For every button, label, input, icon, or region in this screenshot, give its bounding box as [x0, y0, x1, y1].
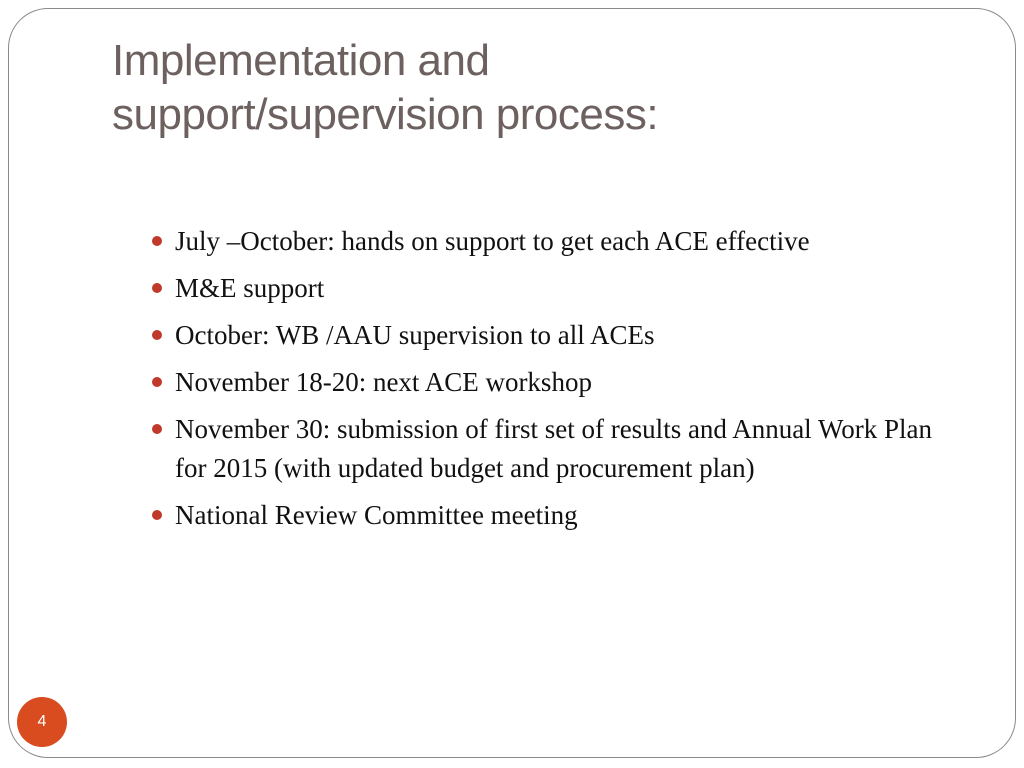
bullet-text: October: WB /AAU supervision to all ACEs — [175, 320, 655, 350]
bullet-item — [152, 496, 942, 535]
bullet-item — [152, 222, 942, 261]
bullet-dot-icon — [152, 236, 162, 246]
bullet-text: National Review Committee meeting — [175, 500, 578, 530]
bullet-dot-icon — [152, 424, 162, 434]
bullet-dot-icon — [152, 377, 162, 387]
bullet-text: M&E support — [175, 273, 325, 303]
bullet-item — [152, 316, 942, 355]
bullet-text: July –October: hands on support to get each ACE effective — [175, 226, 810, 256]
bullet-item — [152, 410, 942, 488]
bullet-dot-icon — [152, 330, 162, 340]
bullet-dot-icon — [152, 510, 162, 520]
slide-title-line-1: Implementation and — [112, 36, 490, 85]
bullet-text: November 30: submission of first set of results and Annual Work Plan for 2015 (with updated budget and procurement plan) — [175, 414, 933, 483]
bullet-dot-icon — [152, 283, 162, 293]
slide-title-line-2: support/supervision process: — [112, 90, 659, 139]
bullet-list — [152, 222, 942, 543]
bullet-item — [152, 269, 942, 308]
bullet-item — [152, 363, 942, 402]
slide-title — [112, 34, 912, 142]
page-number-badge: 4 — [17, 697, 67, 747]
bullet-text: November 18-20: next ACE workshop — [175, 367, 592, 397]
